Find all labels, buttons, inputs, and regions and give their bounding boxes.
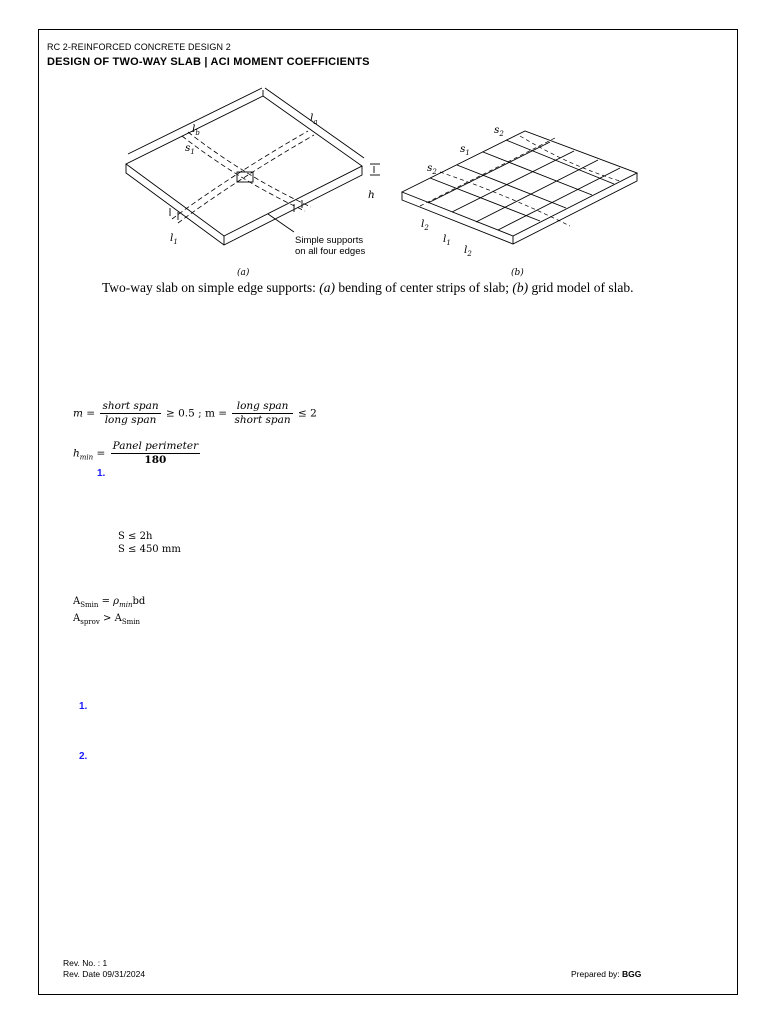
label-b: (b) xyxy=(511,268,524,278)
label-la: $l_a$ xyxy=(310,112,318,127)
label-b-l2-right: $l_2$ xyxy=(464,244,472,259)
m-ratio-formula: m = $\frac{\text{short span}}{\text{long span}}$ ≥ 0.5 ; m = $\frac{\text{long span}}{\text{short span}}$ ≤ 2 xyxy=(73,400,317,426)
slab-b-top xyxy=(402,131,637,236)
list-number-2: 2. xyxy=(79,751,88,762)
m1-fraction: $\frac{\text{short span}}{\text{long span}}$ xyxy=(102,400,159,426)
label-a: (a) xyxy=(237,268,250,278)
support-note: Simple supports on all four edges xyxy=(295,235,366,257)
label-h: h xyxy=(368,189,375,201)
two-way-slab-figure xyxy=(100,86,670,281)
steel-area-conditions: $A_{Smin} = \rho_{min}bd$ $A_{sprov} > A_{Smin}$ xyxy=(73,596,146,626)
label-b-s2-top: $s_2$ xyxy=(494,124,504,139)
label-s1: $s_1$ xyxy=(185,142,195,157)
course-header: RC 2-REINFORCED CONCRETE DESIGN 2 xyxy=(47,42,231,52)
list-number-1b: 1. xyxy=(79,701,88,712)
label-b-l2-left: $l_2$ xyxy=(421,218,429,233)
page-title: DESIGN OF TWO-WAY SLAB | ACI MOMENT COEFFICIENTS xyxy=(47,56,370,68)
h-fraction: $\frac{\text{Panel perimeter}}{180}$ xyxy=(112,440,199,466)
label-l1: $l_1$ xyxy=(170,232,178,247)
label-lb: $l_b$ xyxy=(192,123,200,138)
list-number-1a: 1. xyxy=(97,468,106,479)
rev-date: Rev. Date 09/31/2024 xyxy=(63,969,146,979)
slab-b-thickness xyxy=(402,173,637,244)
h-min-formula: $h_{min}$ = $\frac{\text{Panel perimeter}}{180}$ xyxy=(73,440,199,466)
figure-caption: Two-way slab on simple edge supports: (a) bending of center strips of slab; (b) grid model of slab. xyxy=(102,280,634,295)
slab-a-top xyxy=(126,96,362,236)
m2-fraction: $\frac{\text{long span}}{\text{short span}}$ xyxy=(234,400,291,426)
label-b-s1: $s_1$ xyxy=(460,143,470,158)
rev-number: Rev. No. : 1 xyxy=(63,958,108,968)
label-b-s2-left: $s_2$ xyxy=(427,162,437,177)
prepared-by: Prepared by: BGG xyxy=(571,969,642,979)
spacing-conditions: S ≤ 2h S ≤ 450 mm xyxy=(118,531,181,555)
slab-a-thickness xyxy=(126,164,362,245)
label-b-l1: $l_1$ xyxy=(443,233,451,248)
